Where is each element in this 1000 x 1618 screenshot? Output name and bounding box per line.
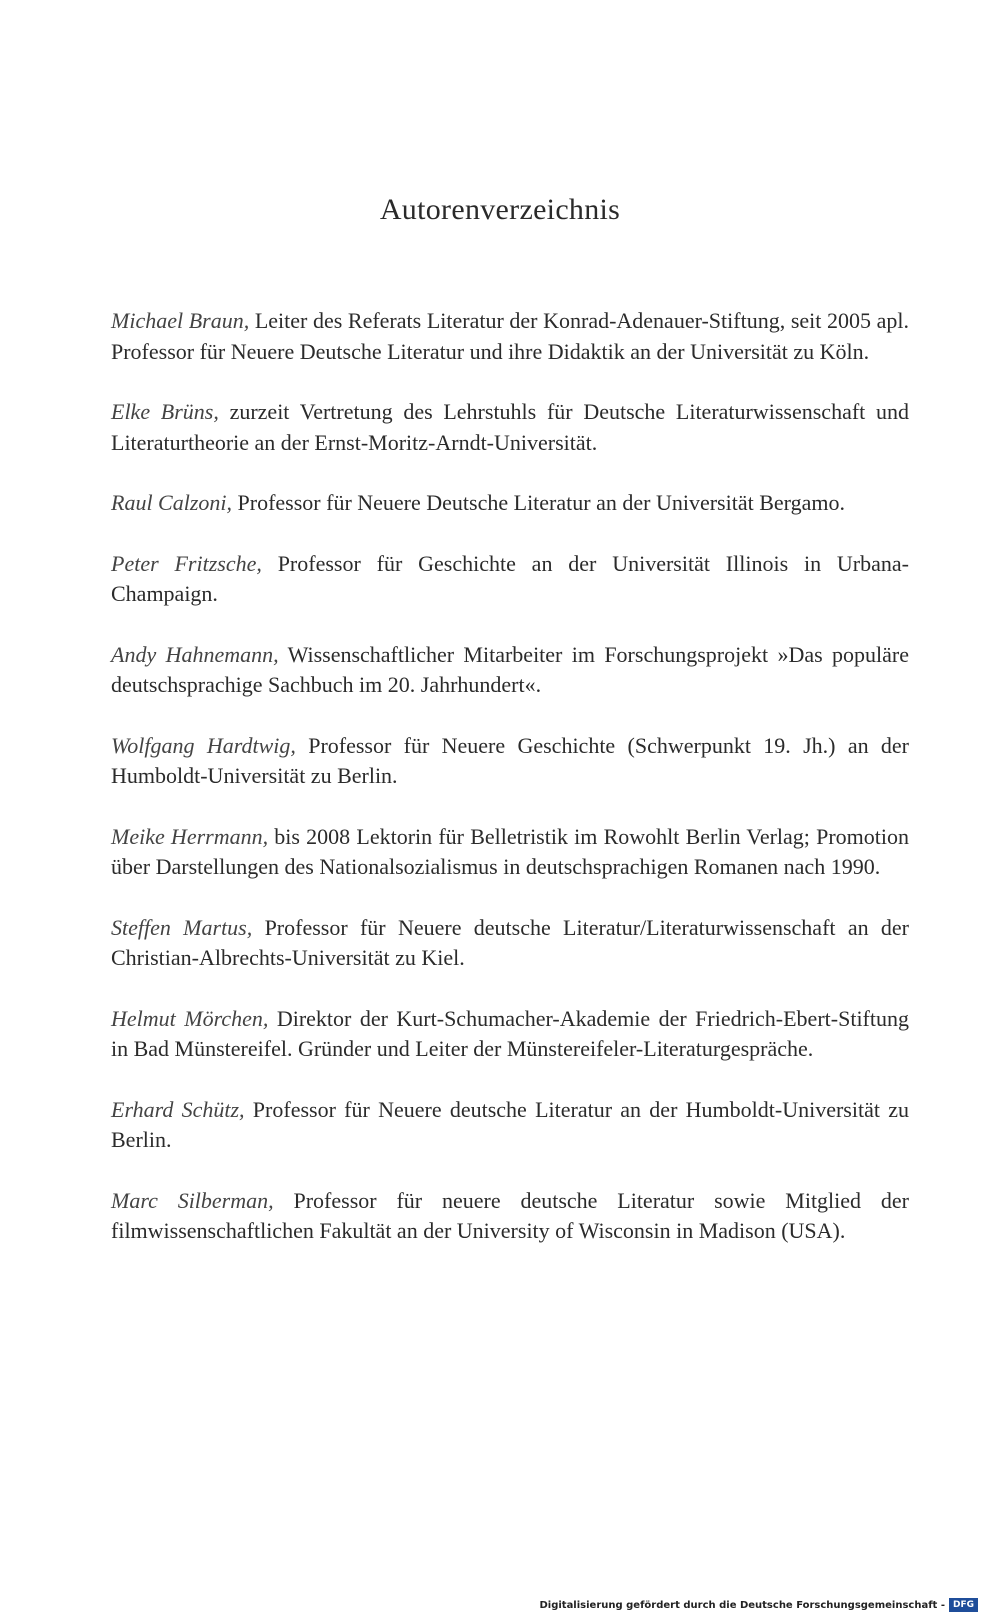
author-description: Professor für Neuere deutsche Literatur an der Humboldt-Universität zu Berlin. bbox=[111, 1096, 909, 1152]
author-name: Marc Silberman, bbox=[111, 1187, 274, 1213]
author-description: Professor für Geschichte an der Universität Illinois in Urbana-Champaign. bbox=[111, 550, 909, 606]
author-entry bbox=[111, 913, 909, 974]
author-entry bbox=[111, 1095, 909, 1156]
author-entry bbox=[111, 731, 909, 792]
author-name: Peter Fritzsche, bbox=[111, 550, 262, 576]
author-entry bbox=[111, 549, 909, 610]
author-entry bbox=[111, 1004, 909, 1065]
author-entry bbox=[111, 306, 909, 367]
author-entry bbox=[111, 822, 909, 883]
author-description: Professor für Neuere deutsche Literatur/Literaturwissenschaft an der Christian-Albrechts-Universität zu Kiel. bbox=[111, 914, 909, 970]
author-name: Raul Calzoni, bbox=[111, 490, 233, 515]
author-name: Meike Herrmann, bbox=[111, 823, 269, 849]
author-description: Wissenschaftlicher Mitarbeiter im Forschungsprojekt »Das populäre deutschsprachige Sachbuch im 20. Jahrhundert«. bbox=[111, 641, 909, 697]
author-name: Helmut Mörchen, bbox=[111, 1005, 269, 1031]
digitization-footer bbox=[539, 1598, 978, 1612]
author-description: bis 2008 Lektorin für Belletristik im Rowohlt Berlin Verlag; Promotion über Darstellungen des Nationalsozialismus in deutschsprachigen Romanen nach 1990. bbox=[111, 823, 910, 879]
author-description: Professor für Neuere Geschichte (Schwerpunkt 19. Jh.) an der Humboldt-Universität zu Berlin. bbox=[111, 732, 909, 788]
author-entry bbox=[111, 397, 909, 458]
author-name: Michael Braun, bbox=[111, 308, 250, 333]
author-description: Professor für Neuere Deutsche Literatur an der Universität Bergamo. bbox=[232, 490, 845, 515]
author-name: Elke Brüns, bbox=[111, 399, 219, 424]
author-entry bbox=[111, 488, 909, 519]
author-name: Erhard Schütz, bbox=[111, 1096, 245, 1122]
author-entry bbox=[111, 640, 909, 701]
author-list bbox=[111, 306, 909, 1277]
dfg-logo: DFG bbox=[949, 1598, 978, 1612]
author-name: Andy Hahnemann, bbox=[111, 641, 279, 667]
author-name: Wolfgang Hardtwig, bbox=[111, 732, 296, 758]
author-description: zurzeit Vertretung des Lehrstuhls für Deutsche Literaturwissenschaft und Literaturtheorie an der Ernst-Moritz-Arndt-Universität. bbox=[111, 399, 909, 455]
author-description: Leiter des Referats Literatur der Konrad-Adenauer-Stiftung, seit 2005 apl. Professor für Neuere Deutsche Literatur und ihre Didaktik an der Universität zu Köln. bbox=[111, 308, 909, 364]
footer-text: Digitalisierung gefördert durch die Deutsche Forschungsgemeinschaft - bbox=[539, 1599, 945, 1611]
author-name: Steffen Martus, bbox=[111, 914, 253, 940]
page-title: Autorenverzeichnis bbox=[379, 193, 621, 226]
author-description: Direktor der Kurt-Schumacher-Akademie der Friedrich-Ebert-Stiftung in Bad Münstereifel. Gründer und Leiter der Münstereifeler-Literaturgespräche. bbox=[111, 1005, 909, 1061]
author-entry bbox=[111, 1186, 909, 1247]
author-description: Professor für neuere deutsche Literatur sowie Mitglied der filmwissenschaftlichen Fakultät an der University of Wisconsin in Madison (USA). bbox=[111, 1187, 909, 1243]
